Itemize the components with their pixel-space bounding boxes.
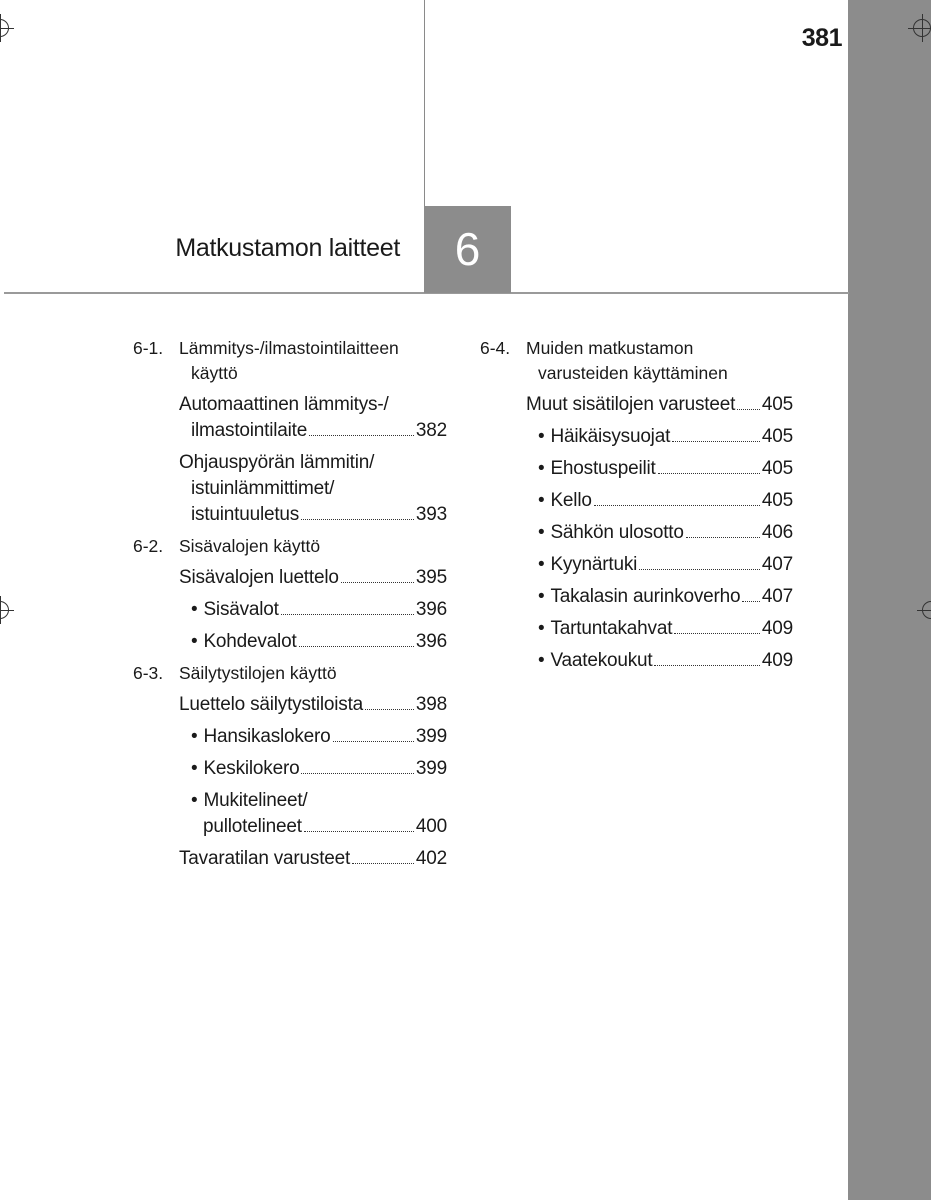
leader-dots xyxy=(672,441,760,442)
leader-dots xyxy=(365,709,414,710)
leader-dots xyxy=(299,646,414,647)
section-number: 6-1. xyxy=(133,338,164,358)
page-ref: 402 xyxy=(415,848,447,869)
entry-label: Ohjauspyörän lämmitin/ xyxy=(179,452,375,473)
leader-dots xyxy=(594,505,760,506)
toc-subentry[interactable] xyxy=(191,724,447,750)
entry-label: Sisävalojen luettelo xyxy=(179,567,339,588)
page-ref: 382 xyxy=(415,420,447,441)
leader-dots xyxy=(301,773,413,774)
section-heading-6-1[interactable] xyxy=(133,336,447,386)
toc-subentry[interactable] xyxy=(191,629,447,655)
entry-label: Tavaratilan varusteet xyxy=(179,848,351,869)
section-title: Muiden matkustamon xyxy=(526,338,694,358)
bullet-icon: • xyxy=(191,758,198,779)
entry-label: istuinlämmittimet/ xyxy=(191,478,335,499)
toc-right-column xyxy=(480,336,793,680)
entry-label: Vaatekoukut xyxy=(550,650,653,671)
leader-dots xyxy=(686,537,760,538)
page-ref: 409 xyxy=(761,618,793,639)
section-heading-6-4[interactable] xyxy=(480,336,793,386)
registration-mark-icon xyxy=(0,601,9,619)
leader-dots xyxy=(654,665,759,666)
entry-label: Keskilokero xyxy=(203,758,300,779)
entry-label: Kello xyxy=(550,490,592,511)
chapter-number-box: 6 xyxy=(424,206,511,293)
page-ref: 407 xyxy=(761,586,793,607)
bullet-icon: • xyxy=(538,490,545,511)
bullet-icon: • xyxy=(538,458,545,479)
toc-left-column xyxy=(133,336,447,878)
entry-label: Ehostuspeilit xyxy=(550,458,656,479)
page-ref: 405 xyxy=(761,394,793,415)
entry-label: Sisävalot xyxy=(203,599,279,620)
bullet-icon: • xyxy=(538,618,545,639)
bullet-icon: • xyxy=(538,522,545,543)
toc-subentry[interactable] xyxy=(538,584,793,610)
bullet-icon: • xyxy=(191,599,198,620)
page-ref: 395 xyxy=(415,567,447,588)
leader-dots xyxy=(333,741,414,742)
bullet-icon: • xyxy=(538,554,545,575)
bullet-icon: • xyxy=(191,631,198,652)
toc-subentry[interactable] xyxy=(191,788,447,840)
leader-dots xyxy=(674,633,760,634)
entry-line xyxy=(191,418,447,444)
entry-label: Sähkön ulosotto xyxy=(550,522,684,543)
leader-dots xyxy=(301,519,414,520)
bullet-icon: • xyxy=(538,650,545,671)
leader-dots xyxy=(341,582,414,583)
chapter-side-tab xyxy=(848,0,931,1200)
entry-label: pullotelineet xyxy=(203,816,302,837)
entry-label: Tartuntakahvat xyxy=(550,618,673,639)
header-divider xyxy=(424,0,425,208)
registration-mark-icon xyxy=(0,19,9,37)
toc-subentry[interactable] xyxy=(538,520,793,546)
page-ref: 396 xyxy=(415,599,447,620)
entry-label: Kyynärtuki xyxy=(550,554,638,575)
page-ref: 405 xyxy=(761,490,793,511)
entry-label: Luettelo säilytystiloista xyxy=(179,694,364,715)
entry-label: Automaattinen lämmitys-/ xyxy=(179,394,389,415)
bullet-icon: • xyxy=(191,790,198,811)
leader-dots xyxy=(737,409,760,410)
page-ref: 399 xyxy=(415,726,447,747)
entry-label: Mukitelineet/ xyxy=(203,790,308,811)
toc-subentry[interactable] xyxy=(191,756,447,782)
entry-label: Takalasin aurinkoverho xyxy=(550,586,741,607)
toc-subentry[interactable] xyxy=(538,616,793,642)
toc-subentry[interactable] xyxy=(538,456,793,482)
section-heading-6-2[interactable] xyxy=(133,534,447,559)
section-title: Lämmitys-/ilmastointilaitteen xyxy=(179,338,399,358)
toc-entry[interactable] xyxy=(179,846,447,872)
entry-label: ilmastointilaite xyxy=(191,420,308,441)
section-heading-6-3[interactable] xyxy=(133,661,447,686)
page-ref: 405 xyxy=(761,458,793,479)
toc-entry[interactable] xyxy=(526,392,793,418)
leader-dots xyxy=(658,473,760,474)
section-title: Sisävalojen käyttö xyxy=(179,536,321,556)
entry-label: istuintuuletus xyxy=(191,504,300,525)
leader-dots xyxy=(281,614,414,615)
toc-subentry[interactable] xyxy=(191,597,447,623)
page-ref: 393 xyxy=(415,504,447,525)
entry-label: Muut sisätilojen varusteet xyxy=(526,394,736,415)
bullet-icon: • xyxy=(191,726,198,747)
entry-line xyxy=(203,814,447,840)
toc-subentry[interactable] xyxy=(538,424,793,450)
toc-subentry[interactable] xyxy=(538,488,793,514)
section-title-line2: varusteiden käyttäminen xyxy=(538,363,728,383)
leader-dots xyxy=(639,569,760,570)
entry-line xyxy=(191,502,447,528)
section-title: Säilytystilojen käyttö xyxy=(179,663,337,683)
chapter-title: Matkustamon laitteet xyxy=(175,234,400,262)
leader-dots xyxy=(304,831,414,832)
toc-subentry[interactable] xyxy=(538,648,793,674)
toc-entry[interactable] xyxy=(179,692,447,718)
leader-dots xyxy=(309,435,414,436)
page-ref: 400 xyxy=(415,816,447,837)
leader-dots xyxy=(352,863,414,864)
section-number: 6-4. xyxy=(480,338,511,358)
registration-mark-icon xyxy=(913,19,931,37)
toc-entry[interactable] xyxy=(179,565,447,591)
toc-entry[interactable] xyxy=(179,392,447,444)
section-title-line2: käyttö xyxy=(191,363,238,383)
entry-label: Kohdevalot xyxy=(203,631,297,652)
page-ref: 406 xyxy=(761,522,793,543)
section-number: 6-2. xyxy=(133,536,164,556)
page-ref: 396 xyxy=(415,631,447,652)
page-number: 381 xyxy=(801,24,842,52)
entry-label: Häikäisysuojat xyxy=(550,426,671,447)
bullet-icon: • xyxy=(538,426,545,447)
section-number: 6-3. xyxy=(133,663,164,683)
toc-entry[interactable] xyxy=(179,450,447,528)
leader-dots xyxy=(742,601,760,602)
page-ref: 405 xyxy=(761,426,793,447)
page-ref: 407 xyxy=(761,554,793,575)
toc-subentry[interactable] xyxy=(538,552,793,578)
page-ref: 409 xyxy=(761,650,793,671)
bullet-icon: • xyxy=(538,586,545,607)
entry-label: Hansikaslokero xyxy=(203,726,331,747)
page-ref: 398 xyxy=(415,694,447,715)
page-ref: 399 xyxy=(415,758,447,779)
